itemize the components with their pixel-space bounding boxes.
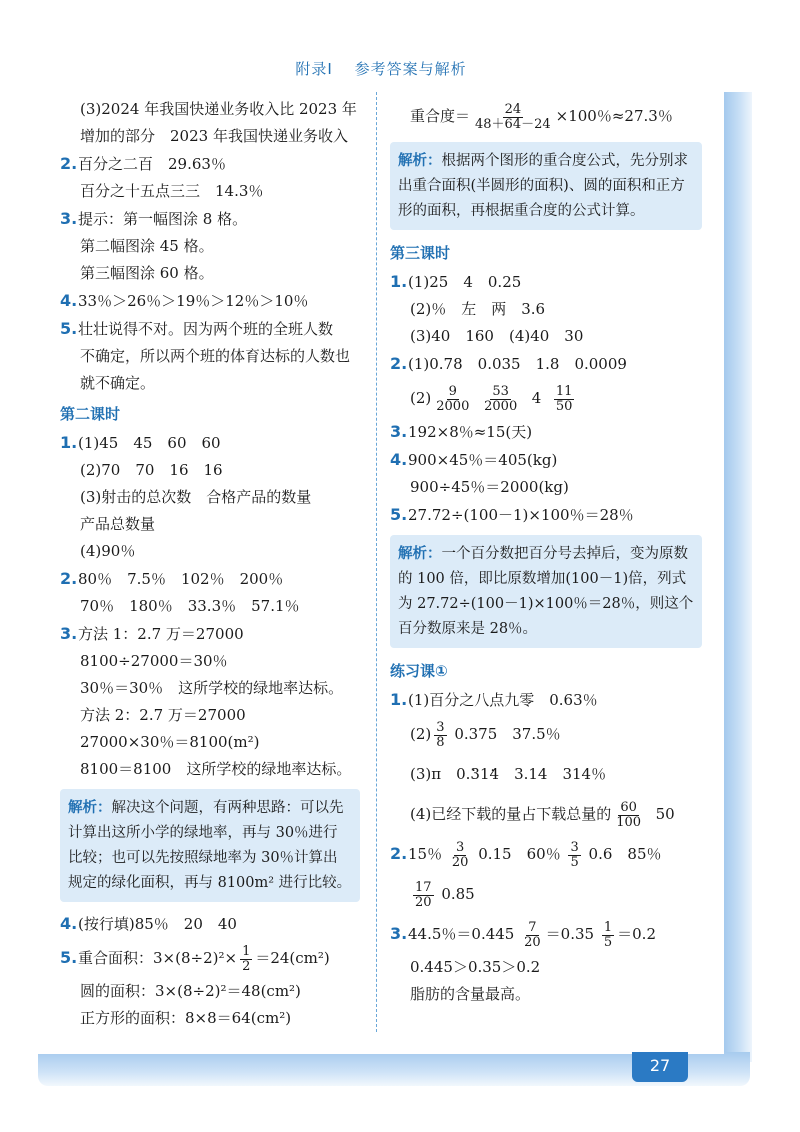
answer-line: 8100÷27000＝30％ — [80, 652, 228, 670]
answer-line: 0.445＞0.35＞0.2 — [410, 958, 541, 976]
page-number: 27 — [632, 1052, 688, 1082]
denominator: 20 — [451, 854, 469, 870]
answer-text: 0.15 60％ — [478, 845, 561, 863]
answer-text: (3)π 0. — [410, 765, 471, 783]
answer-line: 正方形的面积：8×8＝64(cm²) — [80, 1009, 292, 1027]
repeating-digit: · 4 — [490, 765, 500, 783]
numerator: 1 — [603, 919, 613, 935]
answer-text: 0.6 85％ — [588, 845, 662, 863]
answer-text: 192×8％≈15(天) — [408, 423, 533, 441]
answer-line — [390, 874, 702, 914]
header-appendix: 附录Ⅰ — [295, 60, 333, 78]
numerator: 60 — [620, 799, 637, 815]
answer-line: 70％ 180％ 33.3％ 57.1％ — [80, 597, 300, 615]
question-number: 5. — [60, 948, 78, 967]
answer-text: (4)已经下载的量占下载总量的 — [410, 805, 612, 823]
question-3 — [390, 418, 702, 446]
answer-text: ＝0.2 — [617, 925, 656, 943]
answer-line: 增加的部分 2023 年我国快递业务收入 — [80, 127, 348, 145]
answer-line: 30％＝30％ 这所学校的绿地率达标。 — [80, 679, 344, 697]
answer-line — [390, 96, 702, 136]
question-number: 3. — [390, 422, 408, 441]
numerator: 3 — [570, 839, 579, 855]
question-number: 3. — [390, 924, 408, 943]
analysis-label: 解析： — [398, 545, 442, 562]
answer-line: 就不确定。 — [80, 374, 156, 392]
answer-text: 50 — [655, 805, 675, 823]
question-number: 3. — [60, 624, 78, 643]
denominator: 2000 — [484, 398, 518, 414]
page-header — [38, 58, 724, 79]
question-5 — [390, 501, 702, 529]
fraction — [240, 945, 252, 974]
question-3 — [390, 914, 702, 954]
answer-text: 提示：第一幅图涂 8 格。 — [78, 210, 248, 228]
answer-text: 壮壮说得不对。因为两个班的全班人数 — [78, 320, 334, 338]
question-number: 1. — [60, 433, 78, 452]
answer-text: 3.14 314％ — [499, 765, 607, 783]
page-edge-shadow-right — [722, 92, 752, 1062]
denominator: 5 — [603, 934, 613, 950]
answer-line: 产品总数量 — [80, 515, 156, 533]
section-title-lesson-2: 第二课时 — [60, 405, 121, 423]
answer-text: ＝0.35 — [545, 925, 595, 943]
answer-line: (3)射击的总次数 合格产品的数量 — [80, 488, 312, 506]
numerator: 24 — [504, 101, 522, 117]
numerator: 17 — [415, 879, 432, 895]
question-5 — [60, 938, 360, 978]
answer-text: 重合度＝ — [410, 107, 471, 125]
question-number: 2. — [390, 354, 408, 373]
question-1 — [390, 686, 702, 714]
analysis-box — [60, 789, 360, 902]
answer-text: 80％ 7.5％ 102％ 200％ — [78, 570, 284, 588]
question-number: 5. — [60, 319, 78, 338]
fraction — [614, 801, 643, 830]
question-number: 1. — [390, 690, 408, 709]
right-column — [390, 96, 702, 1008]
answer-line — [390, 754, 702, 794]
analysis-text: 根据两个图形的重合度公式，先分别求出重合面积(半圆形的面积)、圆的面积和正方形的面积，再根据重合度的公式计算。 — [398, 153, 688, 219]
denominator: 50 — [555, 398, 573, 414]
question-number: 2. — [60, 154, 78, 173]
denominator: 48＋64－24 — [475, 116, 551, 132]
answer-line: (2)70 70 16 16 — [80, 461, 223, 479]
question-number: 5. — [390, 505, 408, 524]
answer-line: 900÷45％＝2000(kg) — [410, 478, 569, 496]
answer-page — [38, 44, 724, 1054]
answer-line: 圆的面积：3×(8÷2)²＝48(cm²) — [80, 982, 301, 1000]
section-title-practice-1: 练习课① — [390, 662, 448, 680]
answer-text: 百分之二百 29.63％ — [78, 155, 226, 173]
question-3 — [60, 205, 360, 233]
numerator: 53 — [492, 383, 509, 399]
question-2 — [60, 150, 360, 178]
question-1 — [390, 268, 702, 296]
numerator: 3 — [456, 839, 465, 855]
section-title-lesson-3: 第三课时 — [390, 244, 451, 262]
answer-line: 脂肪的含量最高。 — [410, 985, 531, 1003]
answer-text: (2) — [410, 389, 432, 407]
answer-text: 0.85 — [441, 885, 475, 903]
left-column — [60, 96, 360, 1032]
numerator: 7 — [528, 919, 537, 935]
answer-text: (1)百分之八点九零 0.63％ — [408, 691, 598, 709]
analysis-box — [390, 535, 702, 648]
question-number: 1. — [390, 272, 408, 291]
analysis-text: 解决这个问题，有两种思路：可以先计算出这所小学的绿地率，再与 30％进行比较；也可以先按照绿地率为 30％计算出规定的绿化面积，再与 8100m² 进行比较。 — [68, 800, 352, 891]
fraction — [568, 841, 580, 870]
answer-text: 33％＞26％＞19％＞12％＞10％ — [78, 292, 309, 310]
answer-line: (3)40 160 (4)40 30 — [410, 327, 584, 345]
fraction — [450, 841, 471, 870]
answer-text: 0.375 37.5％ — [454, 725, 561, 743]
answer-text: (1)0.78 0.035 1.8 0.0009 — [408, 355, 627, 373]
answer-line: 不确定，所以两个班的体育达标的人数也 — [80, 347, 351, 365]
answer-text: 1 — [479, 765, 490, 783]
fraction — [473, 103, 553, 132]
answer-text: (2) — [410, 725, 432, 743]
answer-text: (按行填)85％ 20 40 — [78, 915, 237, 933]
question-number: 3. — [60, 209, 78, 228]
answer-text: 4 — [531, 389, 542, 407]
analysis-label: 解析： — [398, 152, 442, 169]
fraction — [413, 881, 434, 910]
answer-line: 方法 2：2.7 万＝27000 — [80, 706, 246, 724]
answer-text: 900×45％＝405(kg) — [408, 451, 558, 469]
fraction — [434, 385, 471, 414]
answer-text: ×100％≈27.3％ — [555, 107, 673, 125]
question-number: 4. — [60, 291, 78, 310]
answer-line: (3)2024 年我国快递业务收入比 2023 年 — [80, 100, 357, 118]
answer-line — [390, 378, 702, 418]
question-4 — [390, 446, 702, 474]
answer-line: (2)％ 左 两 3.6 — [410, 300, 546, 318]
denominator: 2 — [242, 958, 251, 974]
answer-line: 第二幅图涂 45 格。 — [80, 237, 214, 255]
repeating-digit: · 3 — [470, 765, 480, 783]
fraction — [602, 921, 614, 950]
fraction — [434, 721, 446, 750]
answer-line: 27000×30％＝8100(m²) — [80, 733, 260, 751]
header-title: 参考答案与解析 — [354, 60, 467, 78]
denominator: 20 — [415, 894, 432, 910]
answer-line: (4)90％ — [80, 542, 136, 560]
question-1 — [60, 429, 360, 457]
question-number: 2. — [390, 844, 408, 863]
denominator: 8 — [436, 734, 445, 750]
answer-text: 27.72÷(100－1)×100％＝28％ — [408, 506, 634, 524]
answer-line: 第三幅图涂 60 格。 — [80, 264, 214, 282]
answer-text: 44.5％＝0.445 — [408, 925, 515, 943]
question-2 — [390, 834, 702, 874]
numerator: 3 — [436, 719, 445, 735]
denominator: 2000 — [436, 398, 470, 414]
question-number: 4. — [60, 914, 78, 933]
analysis-box — [390, 142, 702, 230]
denominator: 20 — [524, 934, 541, 950]
answer-text: 方法 1：2.7 万＝27000 — [78, 625, 244, 643]
question-4 — [60, 287, 360, 315]
question-3 — [60, 620, 360, 648]
denominator: 100 — [616, 814, 642, 830]
question-4 — [60, 910, 360, 938]
answer-line: 8100＝8100 这所学校的绿地率达标。 — [80, 760, 352, 778]
fraction — [522, 921, 543, 950]
fraction — [554, 385, 575, 414]
question-2 — [390, 350, 702, 378]
denominator: 5 — [570, 854, 579, 870]
answer-text: ＝24(cm²) — [255, 949, 330, 967]
answer-text: 重合面积：3×(8÷2)²× — [78, 949, 238, 967]
answer-line — [390, 794, 702, 834]
answer-text: 15％ — [408, 845, 443, 863]
column-divider — [376, 92, 377, 1032]
question-5 — [60, 315, 360, 343]
numerator: 1 — [242, 943, 251, 959]
answer-text: (1)45 45 60 60 — [78, 434, 221, 452]
question-2 — [60, 565, 360, 593]
answer-line: 百分之十五点三三 14.3％ — [80, 182, 264, 200]
numerator: 9 — [448, 383, 457, 399]
question-number: 2. — [60, 569, 78, 588]
answer-text: (1)25 4 0.25 — [408, 273, 522, 291]
fraction — [482, 385, 519, 414]
answer-line — [390, 714, 702, 754]
question-number: 4. — [390, 450, 408, 469]
analysis-label: 解析： — [68, 799, 112, 816]
analysis-text: 一个百分数把百分号去掉后，变为原数的 100 倍，即比原数增加(100－1)倍，列式为 27.72÷(100－1)×100％＝28％，则这个百分数原来是 28％。 — [398, 546, 694, 637]
numerator: 11 — [555, 383, 573, 399]
